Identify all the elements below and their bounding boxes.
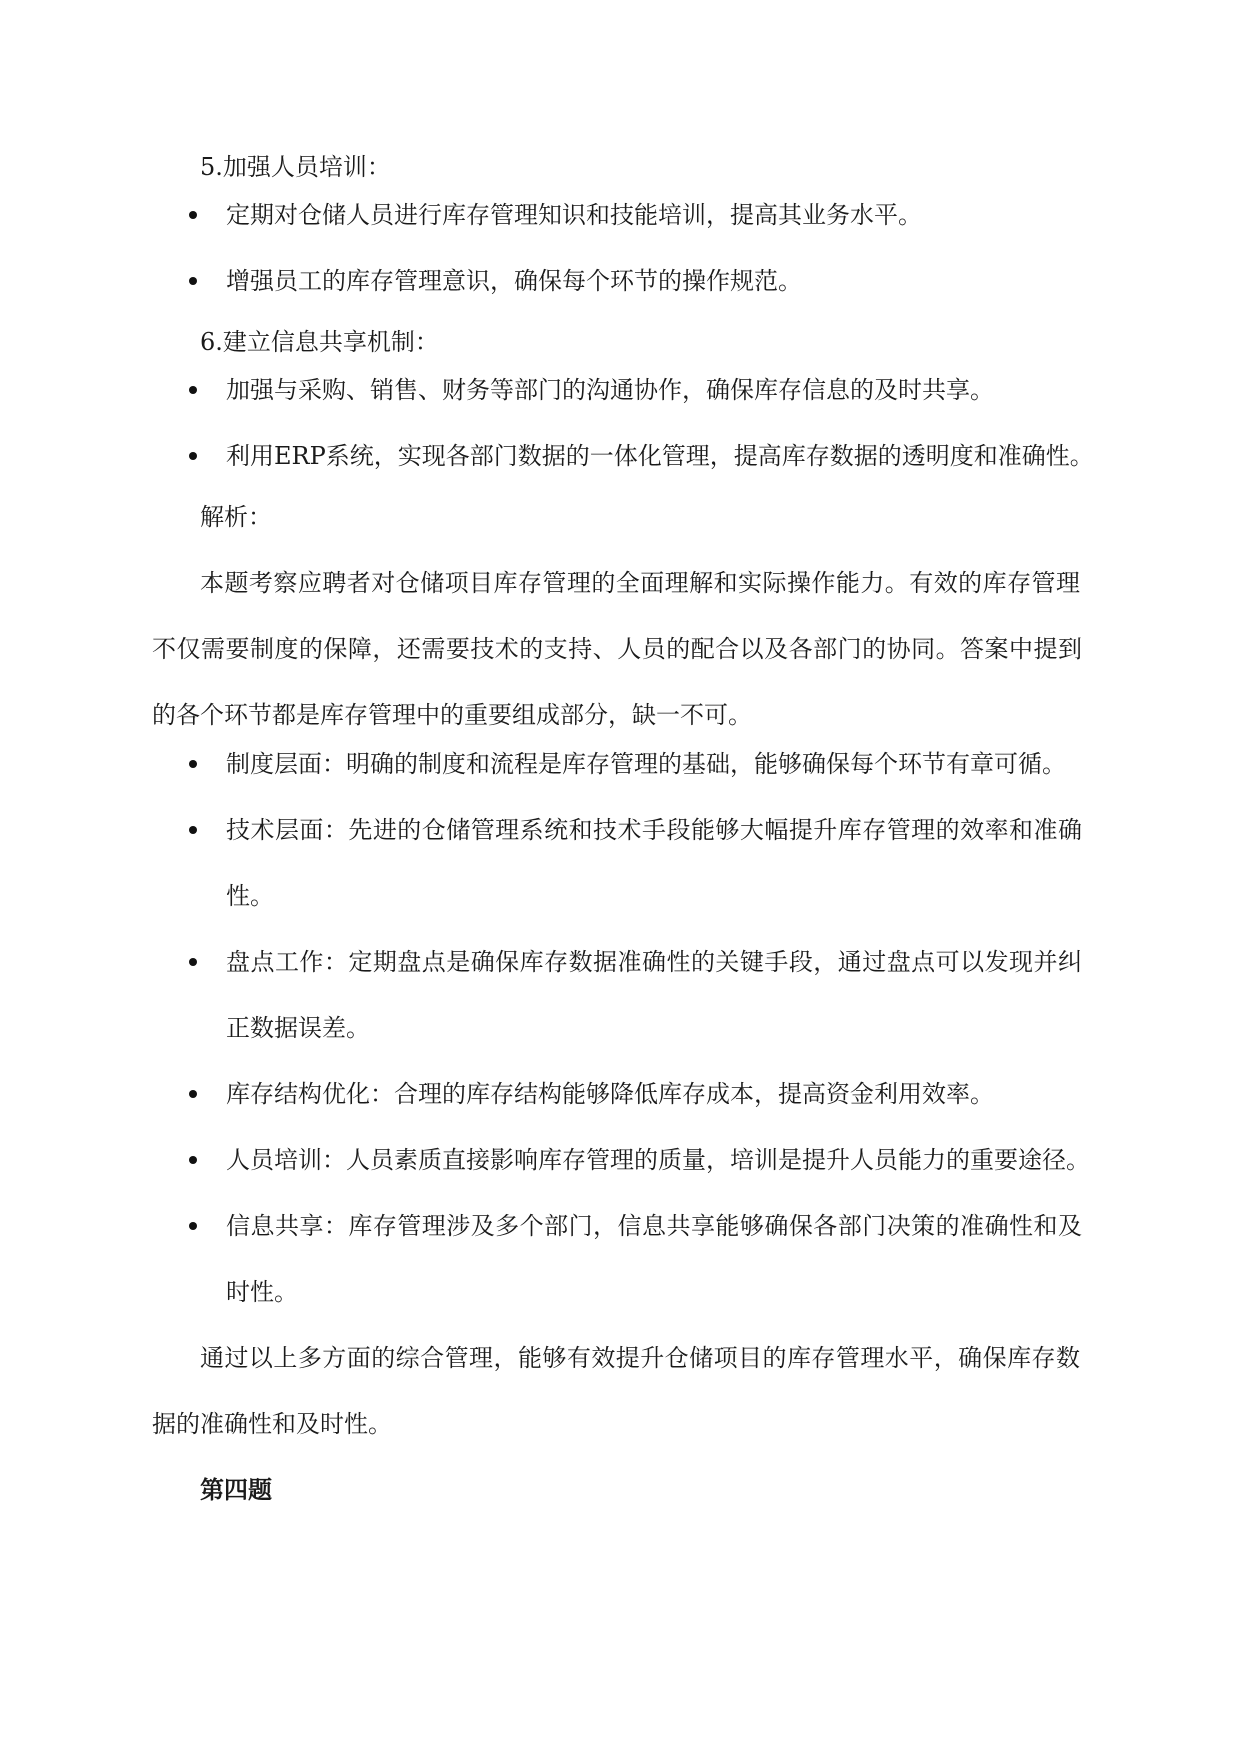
analysis-para-line-1: 本题考察应聘者对仓储项目库存管理的全面理解和实际操作能力。有效的库存管理 (200, 569, 1080, 597)
analysis-point-4: 库存结构优化：合理的库存结构能够降低库存成本，提高资金利用效率。 (226, 1080, 994, 1108)
bullet-dot (189, 958, 197, 966)
analysis-para-line-2: 不仅需要制度的保障，还需要技术的支持、人员的配合以及各部门的协同。答案中提到 (152, 635, 1082, 663)
analysis-point-6-line-1: 信息共享：库存管理涉及多个部门，信息共享能够确保各部门决策的准确性和及 (226, 1212, 1082, 1240)
analysis-point-5: 人员培训：人员素质直接影响库存管理的质量，培训是提升人员能力的重要途径。 (226, 1146, 1090, 1174)
analysis-point-2-line-1: 技术层面：先进的仓储管理系统和技术手段能够大幅提升库存管理的效率和准确 (226, 816, 1082, 844)
analysis-label: 解析： (200, 503, 272, 531)
analysis-point-6-line-2: 时性。 (226, 1278, 298, 1306)
bullet-dot (189, 386, 197, 394)
summary-line-1: 通过以上多方面的综合管理，能够有效提升仓储项目的库存管理水平，确保库存数 (200, 1344, 1080, 1372)
section5-bullet-1: 定期对仓储人员进行库存管理知识和技能培训，提高其业务水平。 (226, 201, 922, 229)
bullet-dot (189, 452, 197, 460)
next-question-title: 第四题 (200, 1476, 272, 1504)
analysis-point-3-line-1: 盘点工作：定期盘点是确保库存数据准确性的关键手段，通过盘点可以发现并纠 (226, 948, 1082, 976)
section5-bullet-2: 增强员工的库存管理意识，确保每个环节的操作规范。 (226, 267, 802, 295)
analysis-point-2-line-2: 性。 (226, 882, 274, 910)
bullet-dot (189, 1222, 197, 1230)
bullet-dot (189, 1090, 197, 1098)
bullet-dot (189, 211, 197, 219)
analysis-point-3-line-2: 正数据误差。 (226, 1014, 370, 1042)
bullet-dot (189, 277, 197, 285)
section6-bullet-1: 加强与采购、销售、财务等部门的沟通协作，确保库存信息的及时共享。 (226, 376, 994, 404)
bullet-dot (189, 826, 197, 834)
analysis-point-1: 制度层面：明确的制度和流程是库存管理的基础，能够确保每个环节有章可循。 (226, 750, 1066, 778)
section6-heading: 6.建立信息共享机制： (200, 328, 439, 356)
section5-heading: 5.加强人员培训： (200, 153, 391, 181)
analysis-para-line-3: 的各个环节都是库存管理中的重要组成部分，缺一不可。 (152, 701, 752, 729)
summary-line-2: 据的准确性和及时性。 (152, 1410, 392, 1438)
section6-bullet-2: 利用ERP系统，实现各部门数据的一体化管理，提高库存数据的透明度和准确性。 (226, 442, 1094, 470)
bullet-dot (189, 1156, 197, 1164)
bullet-dot (189, 760, 197, 768)
